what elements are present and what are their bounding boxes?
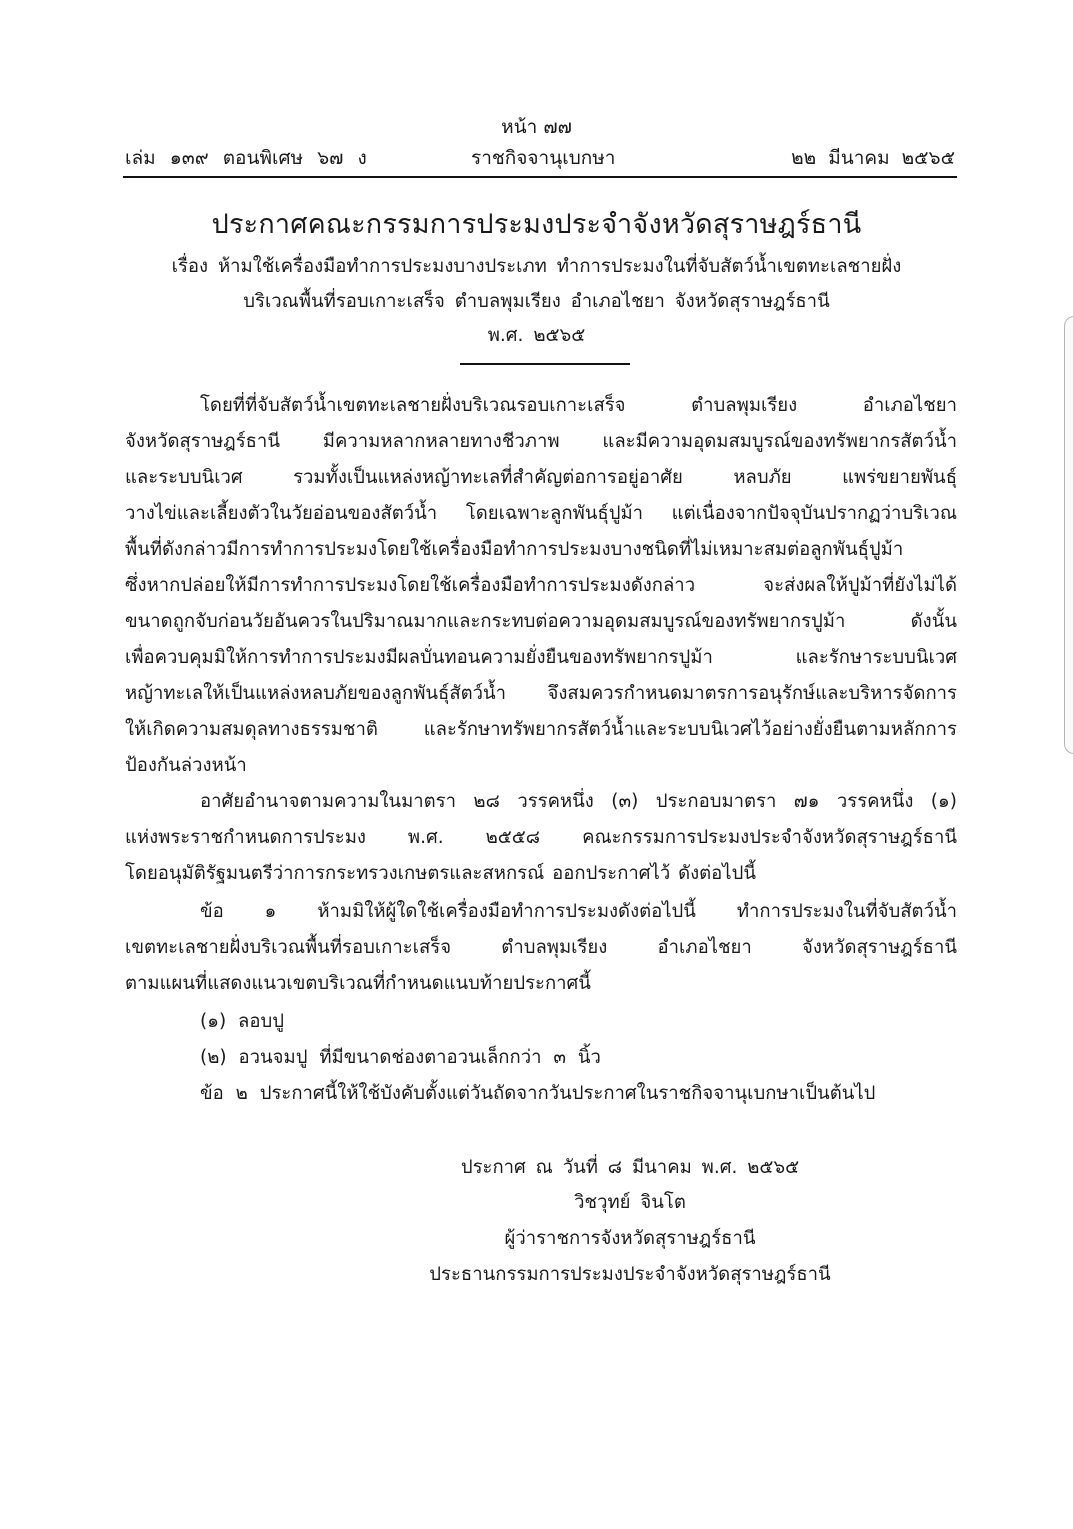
- preamble-line: เพื่อควบคุมมิให้การทำการประมงมีผลบั่นทอนความยั่งยืนของทรัพยากรปูม้า และรักษาระบบนิเวศ: [125, 647, 957, 668]
- preamble-line: ขนาดถูกจับก่อนวัยอันควรในปริมาณมากและกระทบต่อความอุดมสมบูรณ์ของทรัพยากรปูม้า ดังนั้น: [125, 611, 957, 632]
- signatory-position: ประธานกรรมการประมงประจำจังหวัดสุราษฎร์ธานี: [429, 1264, 831, 1285]
- preamble-line: ซึ่งหากปล่อยให้มีการทำการประมงโดยใช้เครื่องมือทำการประมงดังกล่าว จะส่งผลให้ปูม้าที่ยังไม่ได้: [125, 575, 957, 596]
- clause-1-line: ตามแผนที่แสดงแนวเขตบริเวณที่กำหนดแนบท้ายประกาศนี้: [125, 973, 591, 994]
- clause-1-item: (๒) อวนจมปู ที่มีขนาดช่องตาอวนเล็กกว่า ๓ นิ้ว: [200, 1047, 601, 1068]
- announcement-title: ประกาศคณะกรรมการประมงประจำจังหวัดสุราษฎร์ธานี: [211, 209, 862, 240]
- publication-date: ๒๒ มีนาคม ๒๕๖๕: [791, 147, 955, 169]
- clause-2: ข้อ ๒ ประกาศนี้ให้ใช้บังคับตั้งแต่วันถัดจากวันประกาศในราชกิจจานุเบกษาเป็นต้นไป: [200, 1083, 876, 1104]
- side-panel-handle[interactable]: [1064, 316, 1073, 754]
- clause-1-line: เขตทะเลชายฝั่งบริเวณพื้นที่รอบเกาะเสร็จ ตำบลพุมเรียง อำเภอไชยา จังหวัดสุราษฎร์ธานี: [125, 937, 957, 958]
- authority-line: อาศัยอำนาจตามความในมาตรา ๒๘ วรรคหนึ่ง (๓) ประกอบมาตรา ๗๑ วรรคหนึ่ง (๑): [200, 791, 957, 812]
- preamble-line: ให้เกิดความสมดุลทางธรรมชาติ และรักษาทรัพยากรสัตว์น้ำและระบบนิเวศไว้อย่างยั่งยืนตามหลักการ: [125, 719, 957, 740]
- subject-year: พ.ศ. ๒๕๖๕: [487, 325, 586, 346]
- clause-1-line: ข้อ ๑ ห้ามมิให้ผู้ใดใช้เครื่องมือทำการประมงดังต่อไปนี้ ทำการประมงในที่จับสัตว์น้ำ: [200, 901, 957, 922]
- subject-line: บริเวณพื้นที่รอบเกาะเสร็จ ตำบลพุมเรียง อำเภอไชยา จังหวัดสุราษฎร์ธานี: [243, 291, 830, 312]
- preamble-line: และระบบนิเวศ รวมทั้งเป็นแหล่งหญ้าทะเลที่สำคัญต่อการอยู่อาศัย หลบภัย แพร่ขยายพันธุ์: [125, 467, 957, 488]
- authority-line: แห่งพระราชกำหนดการประมง พ.ศ. ๒๕๕๘ คณะกรรมการประมงประจำจังหวัดสุราษฎร์ธานี: [125, 827, 957, 848]
- clause-1-item: (๑) ลอบปู: [200, 1011, 284, 1032]
- authority-line: โดยอนุมัติรัฐมนตรีว่าการกระทรวงเกษตรและสหกรณ์ ออกประกาศไว้ ดังต่อไปนี้: [125, 863, 756, 884]
- page-number: หน้า ๗๗: [501, 116, 572, 138]
- preamble-line: โดยที่ที่จับสัตว์น้ำเขตทะเลชายฝั่งบริเวณรอบเกาะเสร็จ ตำบลพุมเรียง อำเภอไชยา: [200, 395, 957, 416]
- subject-line: เรื่อง ห้ามใช้เครื่องมือทำการประมงบางประเภท ทำการประมงในที่จับสัตว์น้ำเขตทะเลชายฝั่ง: [171, 256, 902, 277]
- signatory-name: วิชวุทย์ จินโต: [574, 1192, 686, 1213]
- preamble-line: ป้องกันล่วงหน้า: [125, 755, 247, 776]
- preamble-line: พื้นที่ดังกล่าวมีการทำการประมงโดยใช้เครื่องมือทำการประมงบางชนิดที่ไม่เหมาะสมต่อลูกพันธุ์ปูม้า: [125, 539, 904, 560]
- signature-date: ประกาศ ณ วันที่ ๘ มีนาคม พ.ศ. ๒๕๖๕: [460, 1157, 800, 1178]
- title-divider: [460, 363, 630, 365]
- signatory-position: ผู้ว่าราชการจังหวัดสุราษฎร์ธานี: [504, 1228, 756, 1249]
- header-rule: [123, 176, 957, 178]
- preamble-line: หญ้าทะเลให้เป็นแหล่งหลบภัยของลูกพันธุ์สัตว์น้ำ จึงสมควรกำหนดมาตรการอนุรักษ์และบริหารจัดการ: [125, 683, 957, 704]
- volume-issue: เล่ม ๑๓๙ ตอนพิเศษ ๖๗ ง: [125, 147, 367, 169]
- preamble-line: จังหวัดสุราษฎร์ธานี มีความหลากหลายทางชีวภาพ และมีความอุดมสมบูรณ์ของทรัพยากรสัตว์น้ำ: [125, 431, 957, 452]
- preamble-line: วางไข่และเลี้ยงตัวในวัยอ่อนของสัตว์น้ำ โดยเฉพาะลูกพันธุ์ปูม้า แต่เนื่องจากปัจจุบันปรากฏว่าบริเวณ: [125, 503, 957, 524]
- gazette-name: ราชกิจจานุเบกษา: [471, 147, 616, 169]
